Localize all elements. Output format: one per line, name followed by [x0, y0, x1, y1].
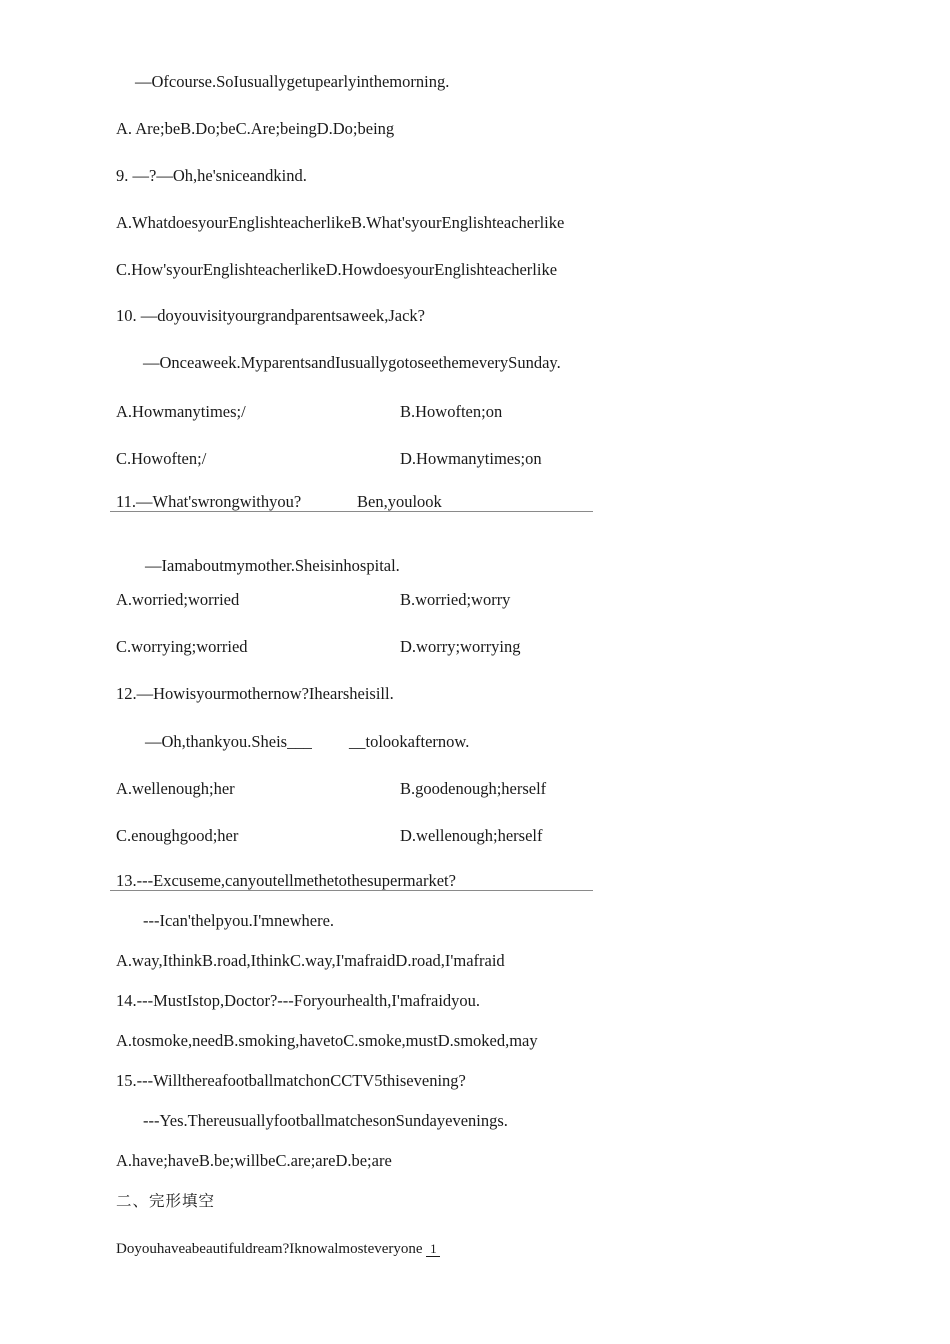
q12-option-d: D.wellenough;herself — [400, 826, 543, 845]
q10-option-a: A.Howmanytimes;/ — [116, 402, 246, 421]
q9-options-line-1: A.WhatdoesyourEnglishteacherlikeB.What'syourEnglishteacherlike — [116, 213, 565, 232]
q11-answer: —Iamaboutmymother.Sheisinhospital. — [145, 556, 400, 575]
q15-question: 15.---WillthereafootballmatchonCCTV5thisevening? — [116, 1071, 466, 1090]
q9-question: 9. —?—Oh,he'sniceandkind. — [116, 166, 307, 185]
q15-answer: ---Yes.ThereusuallyfootballmatchesonSundayevenings. — [143, 1111, 508, 1130]
q12-answer-end: __tolookafternow. — [349, 732, 470, 751]
cloze-first-line — [116, 1239, 440, 1259]
q12-question: 12.—Howisyourmothernow?Ihearsheisill. — [116, 684, 394, 703]
q11-option-d: D.worry;worrying — [400, 637, 521, 656]
q8-answer-line: —Ofcourse.SoIusuallygetupearlyinthemorning. — [135, 72, 450, 91]
q13-answer: ---Ican'thelpyou.I'mnewhere. — [143, 911, 335, 930]
section-heading-cloze: 二、完形填空 — [116, 1192, 216, 1210]
q11-question-tail: Ben,youlook — [357, 492, 442, 511]
q12-option-a: A.wellenough;her — [116, 779, 235, 798]
q10-answer: —Onceaweek.MyparentsandIusuallygotoseethemeverySunday. — [143, 353, 561, 372]
cloze-first-line-text: Doyouhaveabeautifuldream?Iknowalmosteveryone — [116, 1241, 423, 1257]
q10-option-c: C.Howoften;/ — [116, 449, 207, 468]
q13-options: A.way,IthinkB.road,IthinkC.way,I'mafraidD.road,I'mafraid — [116, 951, 505, 970]
q11-option-c: C.worrying;worried — [116, 637, 248, 656]
q10-option-b: B.Howoften;on — [400, 402, 503, 421]
q12-option-b: B.goodenough;herself — [400, 779, 547, 798]
q9-options-line-2: C.How'syourEnglishteacherlikeD.HowdoesyourEnglishteacherlike — [116, 260, 558, 279]
q14-options: A.tosmoke,needB.smoking,havetoC.smoke,mustD.smoked,may — [116, 1031, 538, 1050]
q12-option-c: C.enoughgood;her — [116, 826, 239, 845]
q14-question: 14.---MustIstop,Doctor?---Foryourhealth,I'mafraidyou. — [116, 991, 481, 1010]
q11-divider-line — [110, 511, 593, 512]
q11-question: 11.—What'swrongwithyou? — [116, 492, 302, 511]
q13-question: 13.---Excuseme,canyoutellmethetothesupermarket? — [116, 871, 456, 890]
q10-option-d: D.Howmanytimes;on — [400, 449, 542, 468]
q11-option-b: B.worried;worry — [400, 590, 511, 609]
q10-question: 10. —doyouvisityourgrandparentsaweek,Jack? — [116, 306, 425, 325]
cloze-blank-1: 1 — [426, 1242, 440, 1257]
q8-options: A. Are;beB.Do;beC.Are;beingD.Do;being — [116, 119, 395, 138]
q15-options: A.have;haveB.be;willbeC.are;areD.be;are — [116, 1151, 392, 1170]
q12-answer-start: —Oh,thankyou.Sheis___ — [145, 732, 312, 751]
q11-option-a: A.worried;worried — [116, 590, 240, 609]
q13-divider-line — [110, 890, 593, 891]
